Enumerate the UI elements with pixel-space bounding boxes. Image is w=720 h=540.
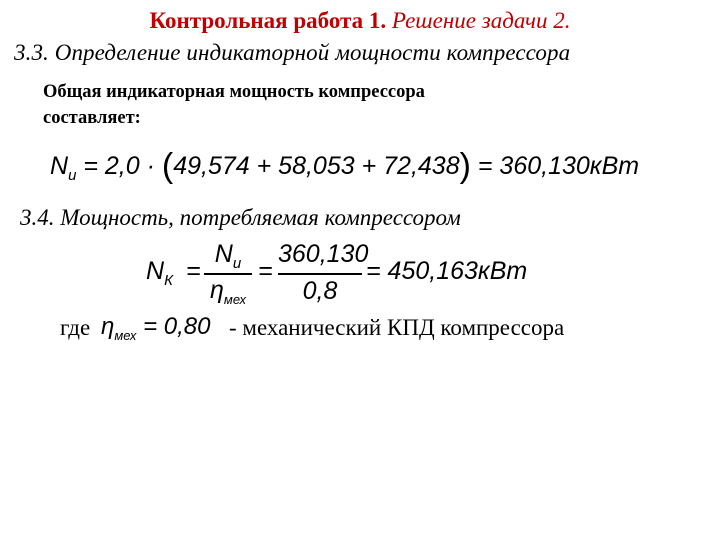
eta-sub: мех bbox=[114, 327, 137, 343]
formula1-close-paren: ) bbox=[459, 147, 471, 185]
formula1-eq1: = 2,0 · bbox=[83, 152, 155, 180]
frac1-num: N bbox=[214, 240, 233, 268]
eta-value: = 0,80 bbox=[143, 313, 211, 340]
slide-title bbox=[0, 8, 720, 34]
eta-symbol: η bbox=[101, 313, 115, 340]
formula2-eq2: = bbox=[258, 257, 273, 285]
frac2-den: 0,8 bbox=[302, 277, 338, 305]
formula1-open-paren: ( bbox=[161, 147, 174, 185]
formula2-lhs: N bbox=[146, 257, 165, 285]
fraction1-denominator bbox=[202, 276, 254, 307]
frac2-num: 360,130 bbox=[278, 240, 369, 268]
formula1-result: = 360,130кВт bbox=[477, 152, 640, 180]
fraction1-bar bbox=[204, 273, 252, 275]
where-label: где bbox=[60, 315, 91, 340]
formula1-terms: 49,574 + 58,053 + 72,438 bbox=[173, 152, 460, 180]
intro-line-1: Общая индикаторная мощность компрессора bbox=[43, 82, 425, 102]
formula1-lhs-sub: и bbox=[68, 167, 77, 184]
formula1-lhs: N bbox=[50, 152, 69, 180]
fraction2-bar bbox=[278, 273, 362, 275]
frac1-num-sub: и bbox=[232, 255, 242, 272]
formula2-eq1: = bbox=[186, 257, 201, 285]
formula-indicator-power bbox=[50, 147, 639, 186]
formula2-result: = 450,163кВт bbox=[366, 257, 528, 285]
frac1-den: η bbox=[210, 276, 224, 304]
formula2-lhs-sub: К bbox=[164, 272, 173, 289]
fraction1-numerator bbox=[204, 240, 252, 272]
formula2-lhs-group bbox=[146, 257, 173, 289]
title-bold: Контрольная работа 1. bbox=[149, 8, 387, 33]
section-3-4-heading: 3.4. Мощность, потребляемая компрессором bbox=[20, 205, 461, 230]
eta-mech-group bbox=[101, 313, 210, 343]
efficiency-description: - механический КПД компрессора bbox=[229, 315, 565, 340]
intro-line-2: составляет: bbox=[43, 108, 141, 128]
section-3-3-heading: 3.3. Определение индикаторной мощности компрессора bbox=[14, 40, 571, 65]
title-italic: Решение задачи 2. bbox=[391, 8, 571, 33]
frac1-den-sub: мех bbox=[223, 292, 246, 307]
